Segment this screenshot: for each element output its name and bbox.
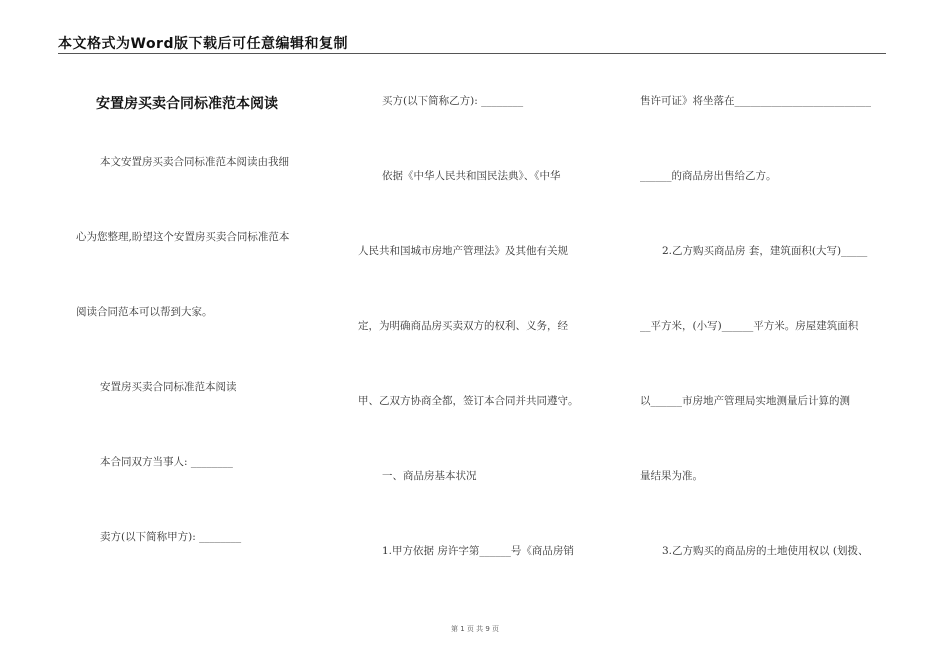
document-banner: 本文格式为Word版下载后可任意编辑和复制 — [58, 36, 348, 52]
paragraph-line: 人民共和国城市房地产管理法》及其他有关规 — [358, 245, 568, 257]
section-heading: 一、商品房基本状况 — [382, 470, 477, 482]
paragraph-line: 量结果为准。 — [640, 470, 703, 482]
paragraph-line: 阅读合同范本可以帮到大家。 — [76, 306, 213, 318]
paragraph-line: 本文安置房买卖合同标准范本阅读由我细 — [100, 156, 289, 168]
section-heading: 安置房买卖合同标准范本阅读 — [100, 381, 237, 393]
paragraph-line: 甲、乙双方协商全都，签订本合同并共同遵守。 — [358, 395, 579, 407]
paragraph-line: 1.甲方依据 房许字第______号《商品房销 — [382, 545, 574, 557]
paragraph-line: 3.乙方购买的商品房的土地使用权以 (划拨、 — [662, 545, 869, 557]
document-title: 安置房买卖合同标准范本阅读 — [96, 96, 278, 112]
page-number: 第 1 页 共 9 页 — [450, 625, 500, 633]
paragraph-line: 2.乙方购买商品房 套，建筑面积(大写)_____ — [662, 245, 868, 257]
parties-label: 本合同双方当事人: ________ — [100, 456, 233, 468]
paragraph-line: 定，为明确商品房买卖双方的权利、义务，经 — [358, 320, 568, 332]
paragraph-line: 以______市房地产管理局实地测量后计算的测 — [640, 395, 850, 407]
paragraph-line: 依据《中华人民共和国民法典》、《中华 — [382, 170, 561, 182]
seller-label: 卖方(以下简称甲方): ________ — [100, 531, 242, 543]
paragraph-line: 售许可证》将坐落在__________________________ — [640, 95, 871, 107]
buyer-label: 买方(以下简称乙方): ________ — [382, 95, 524, 107]
header-divider — [58, 53, 886, 54]
paragraph-line: ______的商品房出售给乙方。 — [640, 170, 777, 182]
paragraph-line: 心为您整理,盼望这个安置房买卖合同标准范本 — [76, 231, 290, 243]
paragraph-line: __平方米，(小写)______平方米。房屋建筑面积 — [640, 320, 859, 332]
